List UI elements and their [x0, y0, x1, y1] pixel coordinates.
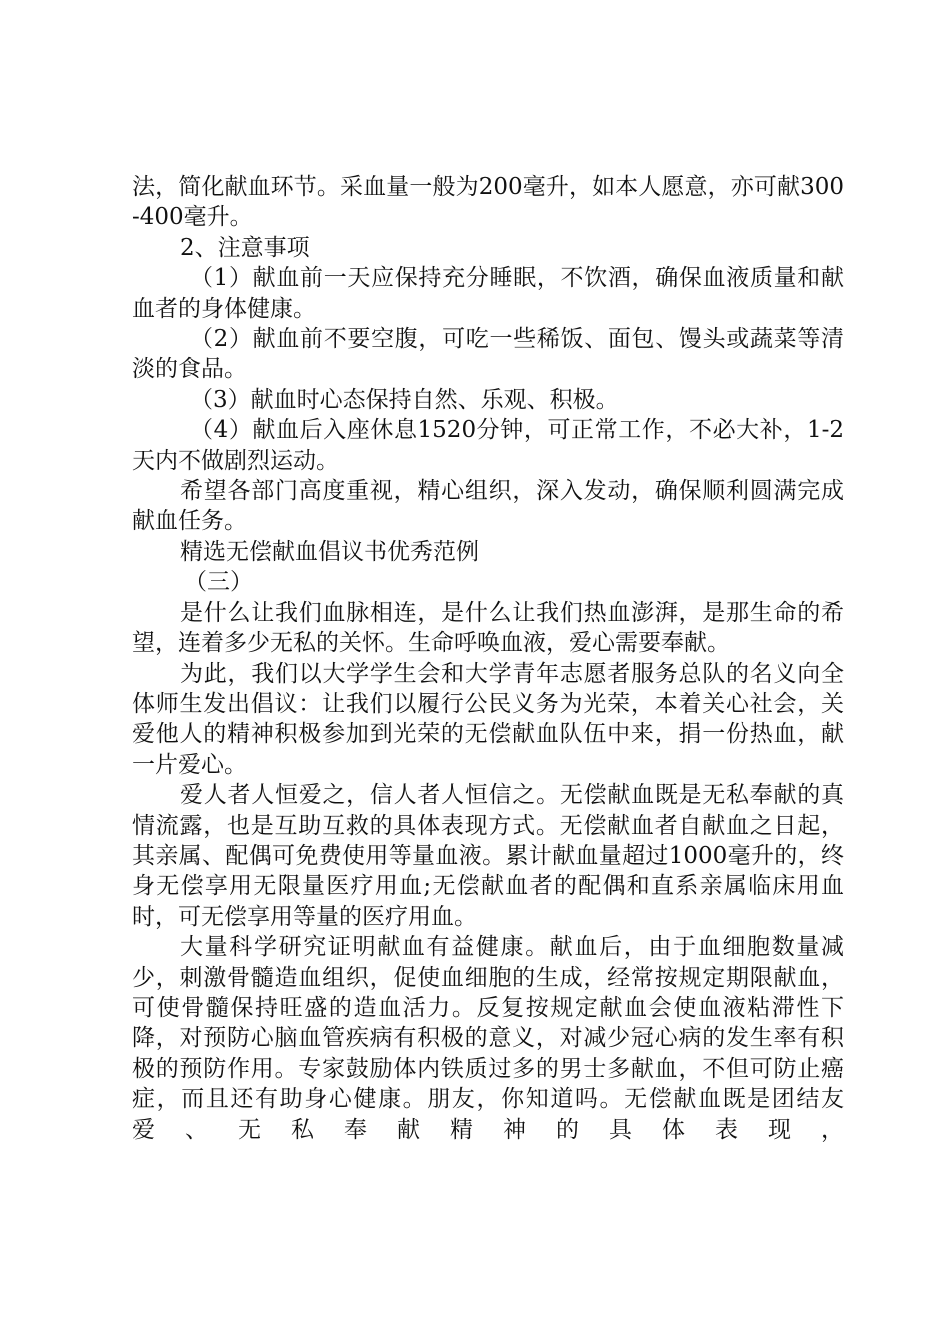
paragraph-collection-method: 法，简化献血环节。采血量一般为200毫升，如本人愿意，亦可献300-400毫升。	[132, 174, 844, 231]
paragraph-proposal: 为此，我们以大学学生会和大学青年志愿者服务总队的名义向全体师生发出倡议：让我们以履行公民义务为光荣，本着关心社会，关爱他人的精神积极参加到光荣的无偿献血队伍中来，捐一份热血，献一片爱心。	[132, 660, 844, 778]
precaution-item-1: （1）献血前一天应保持充分睡眠，不饮酒，确保血液质量和献血者的身体健康。	[132, 265, 844, 322]
paragraph-benefits: 爱人者人恒爱之，信人者人恒信之。无偿献血既是无私奉献的真情流露，也是互助互救的具体表现方式。无偿献血者自献血之日起，其亲属、配偶可免费使用等量血液。累计献血量超过1000毫升的，终身无偿享用无限量医疗用血;无偿献血者的配偶和直系亲属临床用血时，可无偿享用等量的医疗用血。	[132, 782, 844, 930]
section-heading-precautions: 2、注意事项	[180, 234, 310, 261]
paragraph-intro: 是什么让我们血脉相连，是什么让我们热血澎湃，是那生命的希望，连着多少无私的关怀。生命呼唤血液，爱心需要奉献。	[132, 599, 844, 657]
document-page	[132, 172, 844, 1145]
paragraph-health: 大量科学研究证明献血有益健康。献血后，由于血细胞数量减少，刺激骨髓造血组织，促使血细胞的生成，经常按规定期限献血，可使骨髓保持旺盛的造血活力。反复按规定献血会使血液粘滞性下降，对预防心脑血管疾病有积极的意义，对减少冠心病的发生率有积极的预防作用。专家鼓励体内铁质过多的男士多献血，不但可防止癌症，而且还有助身心健康。朋友，你知道吗。无偿献血既是团结友爱、无私奉献精神的具体表现，	[132, 934, 844, 1143]
sample-number: （三）	[184, 569, 253, 596]
precaution-item-2: （2）献血前不要空腹，可吃一些稀饭、面包、馒头或蔬菜等清淡的食品。	[132, 326, 844, 383]
precaution-item-3: （3）献血时心态保持自然、乐观、积极。	[190, 386, 619, 413]
precaution-item-4: （4）献血后入座休息1520分钟，可正常工作，不必大补，1-2天内不做剧烈运动。	[132, 417, 844, 474]
sample-title: 精选无偿献血倡议书优秀范例	[180, 538, 479, 565]
closing-paragraph: 希望各部门高度重视，精心组织，深入发动，确保顺利圆满完成献血任务。	[132, 478, 844, 535]
